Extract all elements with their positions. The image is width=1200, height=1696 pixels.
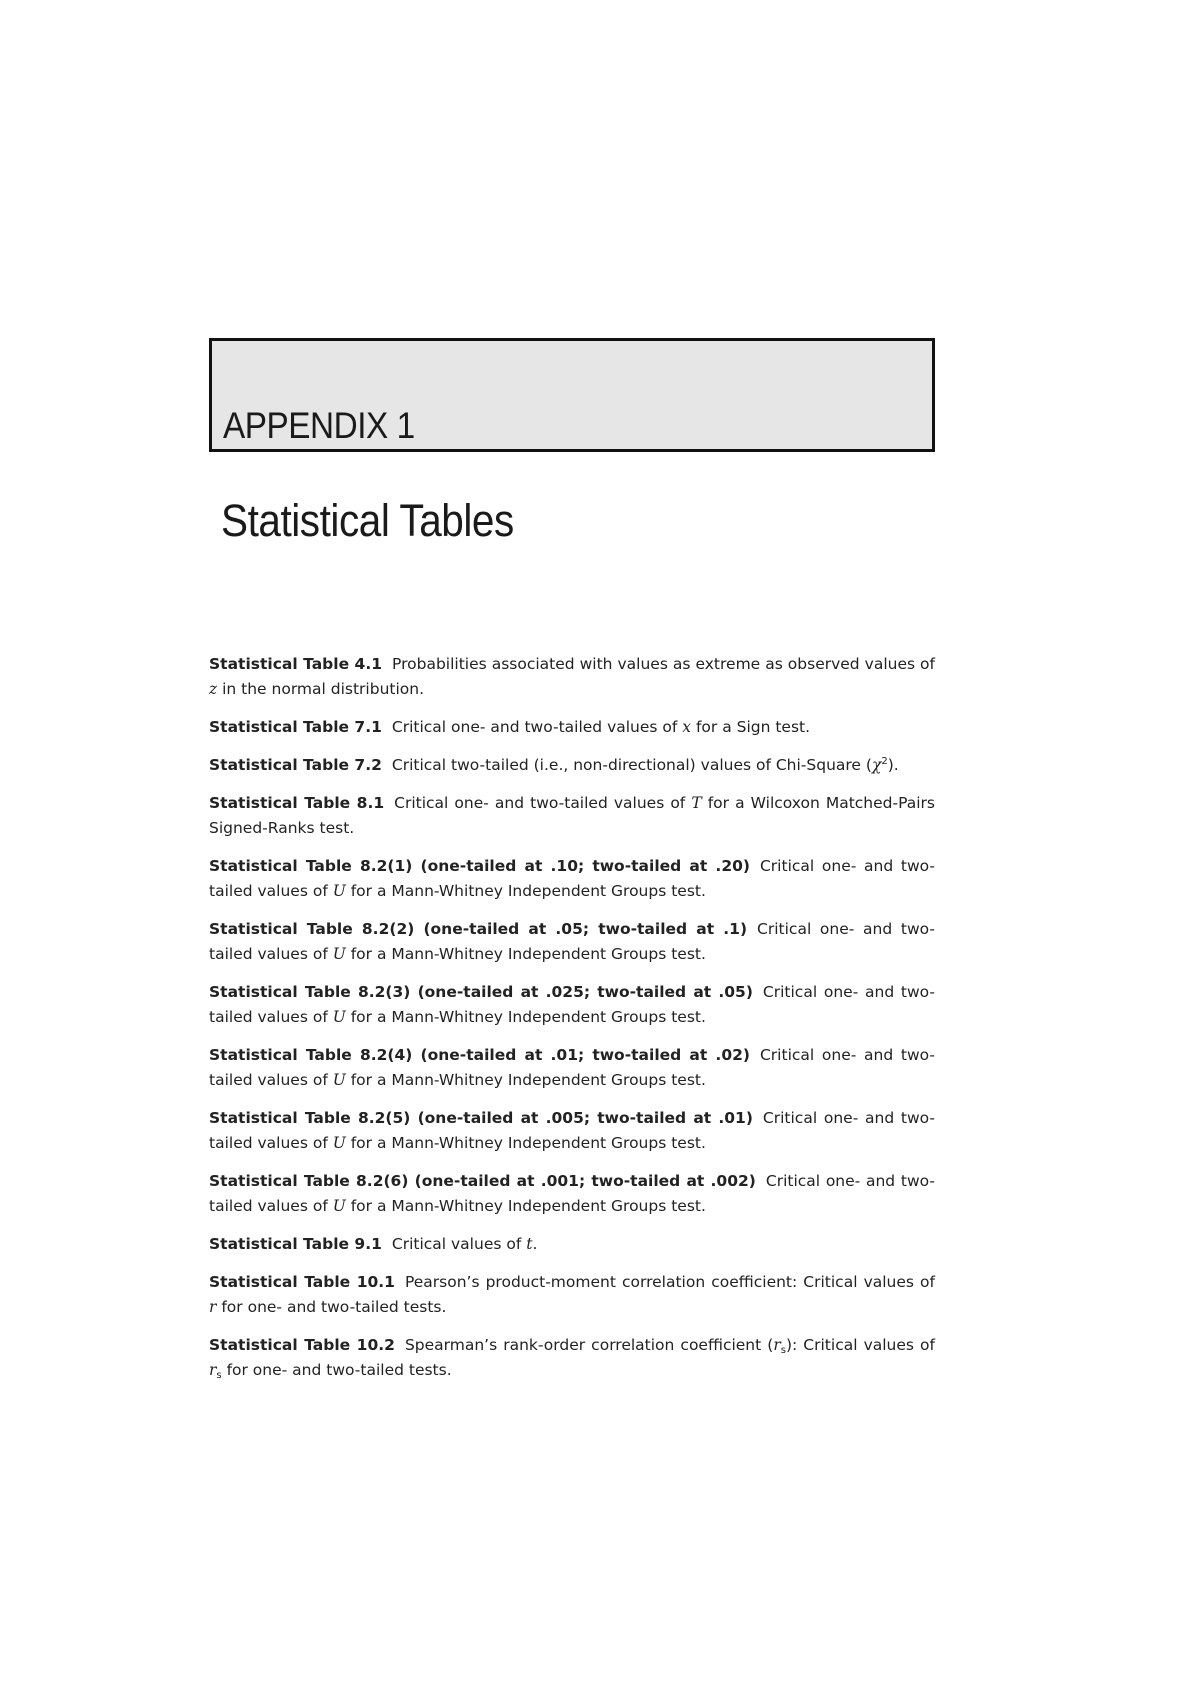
entry-description: Critical one- and two-tailed values of	[391, 718, 683, 736]
math-variable: U	[332, 882, 346, 900]
math-variable: t	[526, 1235, 533, 1253]
entry-label: Statistical Table 8.1	[209, 794, 385, 812]
entry-description: ): Critical values of	[785, 1336, 935, 1354]
list-item	[209, 753, 935, 778]
list-item	[209, 1270, 935, 1320]
subscript: s	[780, 1345, 786, 1356]
entry-label: Statistical Table 7.2	[209, 756, 382, 774]
entry-description: Critical values of	[391, 1235, 527, 1253]
chapter-title: Statistical Tables	[221, 495, 514, 546]
superscript: 2	[881, 756, 888, 767]
entry-description: in the normal distribution.	[217, 680, 425, 698]
entry-description: Critical one- and two-tailed values of	[209, 920, 935, 963]
list-item	[209, 1333, 935, 1383]
entry-label: Statistical Table 8.2(2) (one-tailed at .05; two-tailed at .1)	[209, 920, 748, 938]
entry-description: for a Mann-Whitney Independent Groups test.	[345, 945, 706, 963]
list-item	[209, 917, 935, 967]
list-item	[209, 652, 935, 702]
entry-label: Statistical Table 8.2(6) (one-tailed at .001; two-tailed at .002)	[209, 1172, 756, 1190]
list-item	[209, 715, 935, 740]
entry-label: Statistical Table 9.1	[209, 1235, 382, 1253]
entry-description: for a Mann-Whitney Independent Groups test.	[345, 1008, 706, 1026]
entry-description: Critical one- and two-tailed values of	[394, 794, 692, 812]
entry-description: Pearson’s product-moment correlation coefficient: Critical values of	[404, 1273, 935, 1291]
appendix-label: APPENDIX 1	[223, 405, 415, 446]
entry-description: for a Wilcoxon Matched-Pairs Signed-Ranks test.	[209, 794, 936, 837]
math-variable: U	[332, 1197, 346, 1215]
entry-description: Critical two-tailed (i.e., non-directional) values of Chi-Square (	[391, 756, 872, 774]
math-variable: r	[209, 1361, 217, 1379]
entry-description: for a Mann-Whitney Independent Groups test.	[345, 1071, 706, 1089]
entry-description: Critical one- and two-tailed values of	[209, 1109, 935, 1152]
entry-label: Statistical Table 8.2(4) (one-tailed at .01; two-tailed at .02)	[209, 1046, 750, 1064]
entry-label: Statistical Table 7.1	[209, 718, 382, 736]
math-variable: T	[691, 794, 702, 812]
entry-label: Statistical Table 8.2(5) (one-tailed at .005; two-tailed at .01)	[209, 1109, 753, 1127]
math-variable: r	[209, 1298, 217, 1316]
entry-description: Critical one- and two-tailed values of	[209, 1172, 935, 1215]
entry-label: Statistical Table 8.2(3) (one-tailed at .025; two-tailed at .05)	[209, 983, 753, 1001]
math-variable: U	[332, 1134, 346, 1152]
entry-description: Critical one- and two-tailed values of	[209, 857, 935, 900]
math-variable: x	[682, 718, 692, 736]
list-item	[209, 1232, 935, 1257]
entry-description: for one- and two-tailed tests.	[221, 1361, 452, 1379]
math-variable: U	[332, 945, 346, 963]
entry-description: for a Sign test.	[691, 718, 811, 736]
entry-label: Statistical Table 4.1	[209, 655, 383, 673]
entry-label: Statistical Table 10.2	[209, 1336, 395, 1354]
list-item	[209, 1169, 935, 1219]
table-list	[209, 652, 935, 1396]
appendix-header-box	[209, 338, 935, 452]
math-variable: z	[209, 680, 218, 698]
subscript: s	[216, 1370, 222, 1381]
entry-label: Statistical Table 8.2(1) (one-tailed at .10; two-tailed at .20)	[209, 857, 750, 875]
math-variable: r	[773, 1336, 781, 1354]
entry-description: for a Mann-Whitney Independent Groups test.	[345, 882, 706, 900]
entry-description: Critical one- and two-tailed values of	[209, 1046, 935, 1089]
list-item	[209, 791, 935, 841]
entry-description: for a Mann-Whitney Independent Groups test.	[345, 1197, 706, 1215]
math-variable: U	[332, 1071, 346, 1089]
math-variable: χ	[871, 756, 882, 774]
list-item	[209, 1106, 935, 1156]
entry-label: Statistical Table 10.1	[209, 1273, 395, 1291]
math-variable: U	[332, 1008, 346, 1026]
entry-description: for one- and two-tailed tests.	[216, 1298, 447, 1316]
list-item	[209, 854, 935, 904]
entry-description: Probabilities associated with values as extreme as observed values of	[392, 655, 935, 673]
entry-description: for a Mann-Whitney Independent Groups test.	[345, 1134, 706, 1152]
entry-description: Critical one- and two-tailed values of	[209, 983, 935, 1026]
entry-description: .	[532, 1235, 538, 1253]
list-item	[209, 980, 935, 1030]
entry-description: Spearman’s rank-order correlation coefficient (	[404, 1336, 774, 1354]
entry-description: ).	[887, 756, 899, 774]
list-item	[209, 1043, 935, 1093]
